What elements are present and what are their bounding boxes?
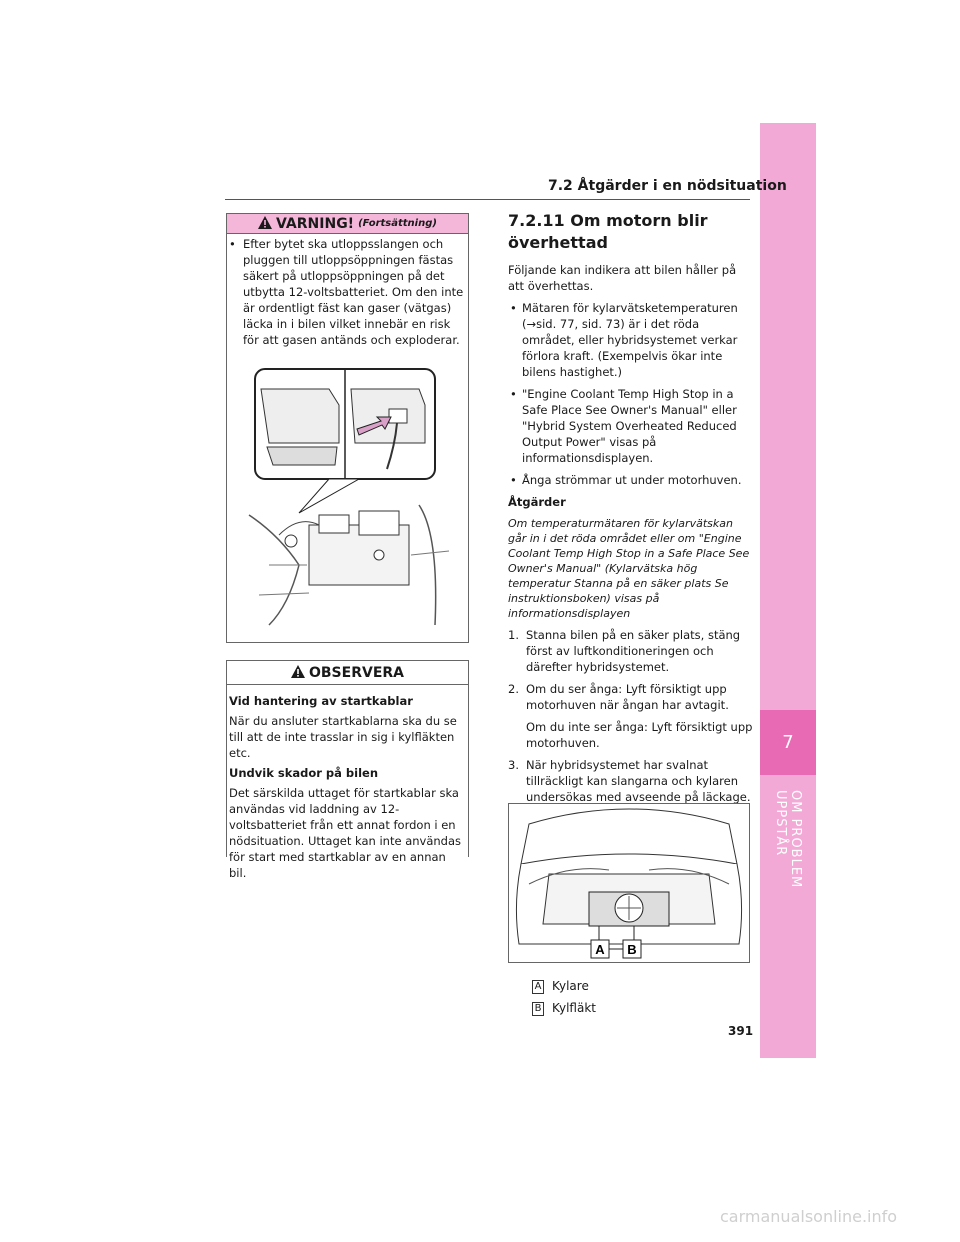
warning-icon	[258, 214, 272, 233]
warning-title: VARNING!	[276, 215, 355, 232]
warning-box	[226, 213, 469, 643]
overheating-section	[508, 210, 753, 811]
page-number: 391	[728, 1024, 754, 1038]
step-item: 1. Stanna bilen på en säker plats, stäng först av luftkonditioneringen och därefter hybridsystemet.	[508, 628, 741, 674]
engine-bay-illustration	[508, 803, 750, 963]
figure-legend	[532, 975, 596, 1019]
notice-icon	[291, 663, 305, 682]
chapter-label: OM PROBLEM UPPSTÅR	[773, 790, 803, 889]
figure-label-b: B	[627, 942, 637, 957]
notice-header	[227, 661, 468, 685]
watermark: carmanualsonline.info	[720, 1207, 898, 1226]
section-intro: Följande kan indikera att bilen håller på att överhettas.	[508, 263, 737, 293]
header-divider	[225, 199, 750, 200]
notice-heading-damage: Undvik skador på bilen	[229, 766, 379, 780]
warning-text: Efter bytet ska utloppsslangen och pluggen till utloppsöppningen fästas säkert på utloppsöppningen på det utbytta 12-voltsbatteriet. Om den inte är ordentligt fäst kan gaser (vätgas) läcka in i bilen vilket innebär en risk för att gasen antänds och exploderar.	[243, 237, 464, 347]
chapter-number: 7	[760, 710, 816, 775]
notice-box	[226, 660, 469, 880]
list-item: • Ånga strömmar ut under motorhuven.	[510, 473, 742, 487]
actions-condition: Om temperaturmätaren för kylarvätskan går in i det röda området eller om "Engine Coolant Temp High Stop in a Safe Place See Owner's Manual" (Kylarvätska hög temperatur Stanna på en säker plats Se instruktionsboken) visas på informationsdisplayen	[508, 517, 750, 620]
step-item: 3. När hybridsystemet har svalnat tillräckligt kan slangarna och kylaren undersökas med avseende på läckage.	[508, 758, 751, 804]
actions-heading: Åtgärder	[508, 495, 566, 509]
notice-title: OBSERVERA	[308, 664, 404, 681]
notice-text-damage: Det särskilda uttaget för startkablar ska användas vid laddning av 12-voltsbatteriet från ett annat fordon i en nödsituation. Uttaget kan inte användas för start med startkablar av en annan bil.	[229, 786, 462, 880]
step-extra: Om du inte ser ånga: Lyft försiktigt upp motorhuven.	[526, 720, 753, 750]
section-header: 7.2 Åtgärder i en nödsituation	[548, 178, 787, 194]
warning-subtitle: (Fortsättning)	[358, 218, 437, 229]
warning-header	[227, 214, 468, 234]
figure-label-a: A	[595, 942, 605, 957]
section-title: 7.2.11 Om motorn blir överhettad	[508, 211, 708, 252]
legend-item: B Kylfläkt	[532, 997, 596, 1019]
list-item: • "Engine Coolant Temp High Stop in a Safe Place See Owner's Manual" eller "Hybrid System Overheated Reduced Output Power" visas på informationsdisplayen.	[510, 387, 737, 465]
step-item: 2. Om du ser ånga: Lyft försiktigt upp motorhuven när ångan har avtagit.	[508, 682, 729, 712]
notice-heading-cables: Vid hantering av startkablar	[229, 694, 413, 708]
legend-item: A Kylare	[532, 975, 596, 997]
list-item: • Mätaren för kylarvätsketemperaturen (→sid. 77, sid. 73) är i det röda området, eller hybridsystemet verkar förlora kraft. (Exempelvis ökar inte bilens hastighet.)	[510, 301, 738, 379]
warning-bullet: • Efter bytet ska utloppsslangen och pluggen till utloppsöppningen fästas säkert på utloppsöppningen på det utbytta 12-voltsbatteriet. Om den inte är ordentligt fäst kan gaser (vätgas) läcka in i bilen vilket innebär en risk för att gasen antänds och exploderar.	[229, 237, 464, 347]
notice-text-cables: När du ansluter startkablarna ska du se till att de inte trasslar in sig i kylfläkten etc.	[229, 714, 457, 760]
battery-illustration	[239, 365, 457, 638]
